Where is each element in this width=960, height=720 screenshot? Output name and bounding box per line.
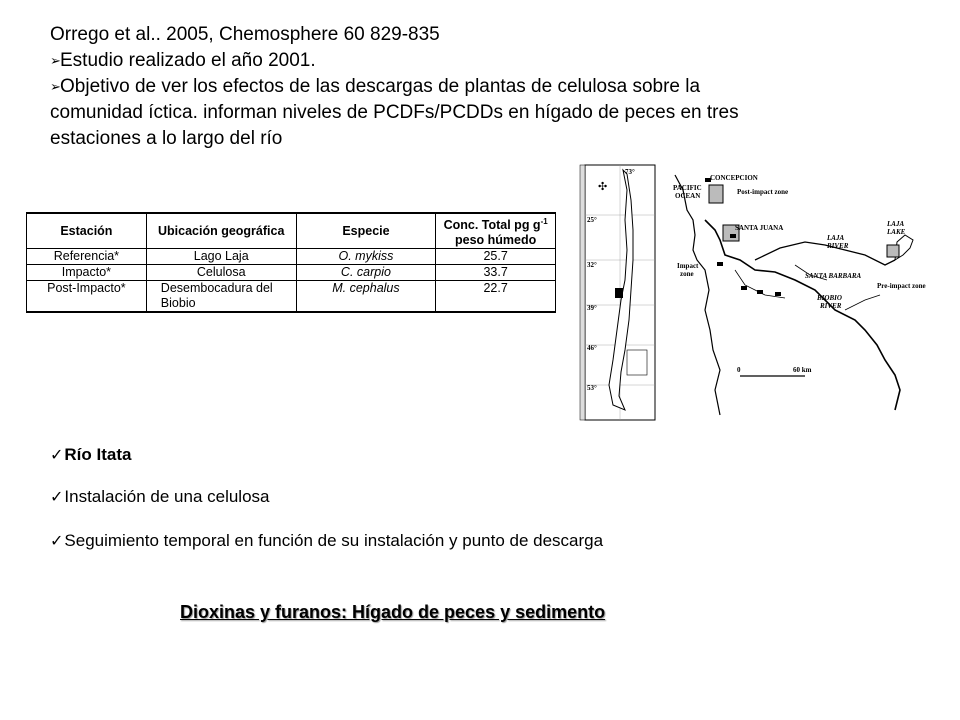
label-ocean: OCEAN: [675, 192, 701, 200]
river-map-figure: [565, 160, 950, 425]
label-laja-river-2: RIVER: [827, 242, 849, 250]
cell-location-line1: Desembocadura del: [160, 281, 273, 296]
intro-block: [50, 22, 770, 152]
intro-bullet-2-line2: comunidad íctica. informan niveles de PCDFs/PCDDs en hígado de peces en tres: [50, 102, 739, 123]
mill-marker: [730, 234, 736, 238]
check-bullet-2-text: Instalación de una celulosa: [64, 487, 270, 506]
arrow-bullet-icon: ➢: [50, 79, 61, 94]
cell-station: Impacto*: [27, 265, 147, 281]
pre-impact-zone-box: [887, 245, 899, 257]
label-laja-lake-2: LAKE: [887, 228, 906, 236]
lat-label-39: 39°: [587, 304, 597, 312]
cell-location: [146, 281, 296, 313]
compass-icon: ✣: [598, 181, 608, 193]
cell-conc: 22.7: [436, 281, 556, 313]
table-row: [27, 281, 556, 313]
intro-bullet-1: [50, 48, 770, 74]
check-bullet-2: [50, 486, 270, 509]
label-post-impact: Post-impact zone: [737, 188, 789, 196]
label-pre-impact: Pre-impact zone: [877, 282, 926, 290]
label-santa-juana: SANTA JUANA: [735, 224, 784, 232]
checkmark-icon: ✓: [50, 489, 64, 506]
lat-label-32: 32°: [587, 261, 597, 269]
label-santa-barbara: SANTA BARBARA: [805, 272, 862, 280]
cell-location: Lago Laja: [146, 249, 296, 265]
checkmark-icon: ✓: [50, 447, 64, 464]
cell-species: C. carpio: [296, 265, 436, 281]
table-row: [27, 265, 556, 281]
label-impact-2: zone: [680, 270, 694, 278]
post-impact-zone-box: [709, 185, 723, 203]
label-impact-1: Impact: [677, 262, 699, 270]
lat-label-46: 46°: [587, 344, 597, 352]
check-bullet-1: [50, 444, 131, 467]
scale-label-60: 60 km: [793, 366, 812, 374]
intro-bullet-2-line3: estaciones a lo largo del río: [50, 128, 283, 149]
label-biobio-1: BIOBIO: [817, 294, 842, 302]
cell-station: Referencia*: [27, 249, 147, 265]
cell-conc: 25.7: [436, 249, 556, 265]
header-conc-unit: peso húmedo: [455, 233, 537, 248]
lat-label-53: 53°: [587, 384, 597, 392]
cell-conc: 33.7: [436, 265, 556, 281]
check-bullet-1-text: Río Itata: [64, 445, 132, 464]
cell-location: Celulosa: [146, 265, 296, 281]
intro-bullet-2-line1: Objetivo de ver los efectos de las descargas de plantas de celulosa sobre la: [60, 76, 701, 97]
table-row: [27, 249, 556, 265]
header-location: Ubicación geográfica: [146, 213, 296, 249]
header-station: Estación: [27, 213, 147, 249]
label-pacific: PACIFIC: [673, 184, 702, 192]
mill-marker: [757, 290, 763, 294]
scale-label-0: 0: [737, 366, 741, 374]
arrow-bullet-icon: ➢: [50, 53, 61, 68]
station-table: [26, 212, 556, 313]
mill-marker: [775, 292, 781, 296]
biobio-river: [705, 220, 900, 410]
check-bullet-3-text: Seguimiento temporal en función de su instalación y punto de descarga: [64, 531, 604, 550]
header-species: Especie: [296, 213, 436, 249]
intro-bullet-1-text: Estudio realizado el año 2001.: [60, 50, 316, 71]
footer-title: Dioxinas y furanos: Hígado de peces y sedimento: [180, 602, 606, 622]
label-biobio-2: RIVER: [820, 302, 842, 310]
lon-label-73: 73°: [625, 168, 635, 176]
table-header-row: [27, 213, 556, 249]
cell-location-line2: Biobio: [160, 296, 196, 311]
laja-river: [755, 242, 895, 265]
station-table-wrap: [26, 212, 556, 313]
label-laja-river-1: LAJA: [827, 234, 845, 242]
mill-marker: [717, 262, 723, 266]
checkmark-icon: ✓: [50, 533, 64, 550]
coastline: [675, 175, 720, 415]
mill-marker: [741, 286, 747, 290]
header-conc-text: Conc. Total pg g: [443, 218, 541, 233]
study-area-marker: [615, 288, 623, 298]
label-concepcion: CONCEPCION: [710, 174, 758, 182]
cell-species: O. mykiss: [296, 249, 436, 265]
cell-species: M. cephalus: [296, 281, 436, 313]
header-conc-sup: -1: [540, 217, 548, 226]
lat-label-25: 25°: [587, 216, 597, 224]
check-bullet-3: [50, 530, 603, 553]
citation-text: Orrego et al.. 2005, Chemosphere 60 829-835: [50, 24, 440, 45]
cell-station: Post-Impacto*: [27, 281, 147, 313]
inset-detail-box: [627, 350, 647, 375]
header-conc: [436, 213, 556, 249]
intro-bullet-2: [50, 74, 770, 100]
label-laja-lake-1: LAJA: [887, 220, 905, 228]
